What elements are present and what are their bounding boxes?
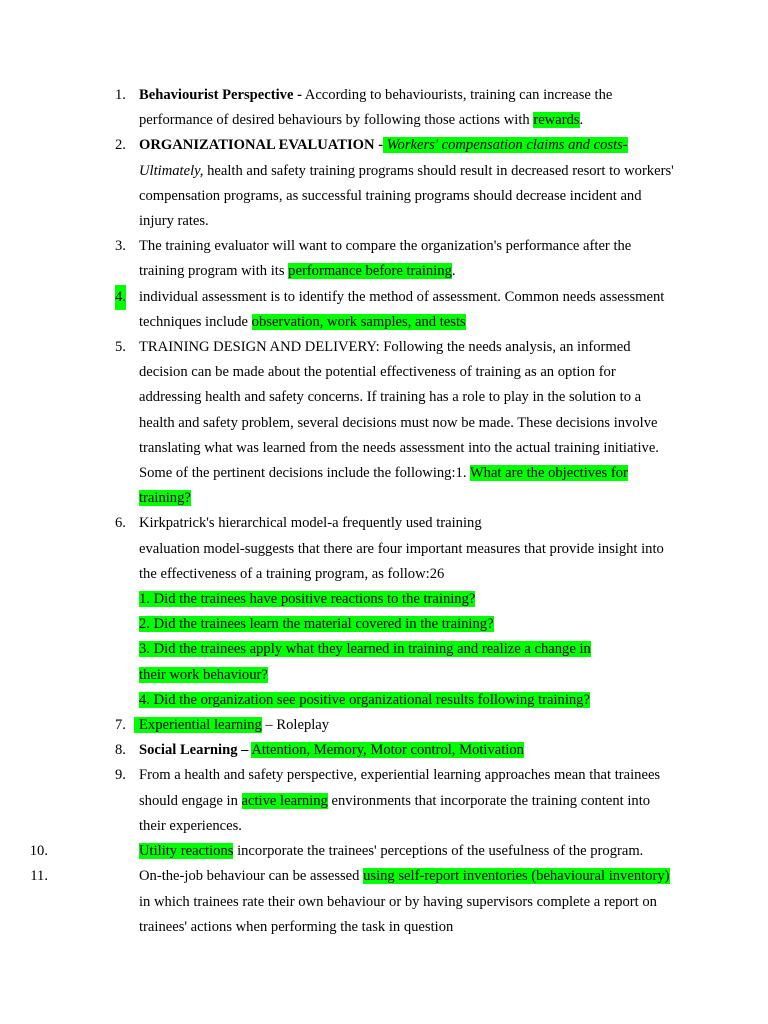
highlighted-text: using self-report inventories (behavioural inventory) [363, 868, 670, 885]
highlighted-text: observation, work samples, and tests [251, 313, 466, 330]
highlighted-italic-text: Workers' compensation claims and costs- [383, 137, 628, 154]
item-heading: Social Learning – [139, 742, 249, 759]
item-text: . [451, 263, 456, 280]
item-text: evaluation model-suggests that there are four important measures that provide insight into the effectiveness of a training program, as follow:26 [139, 540, 664, 582]
list-item [0, 738, 679, 763]
item-number: 6. [115, 515, 126, 532]
item-text: incorporate the trainees' perceptions of the usefulness of the program. [233, 843, 644, 860]
item-heading: ORGANIZATIONAL EVALUATION - [139, 137, 384, 154]
list-item [0, 335, 679, 511]
item-text: – Roleplay [261, 717, 330, 734]
question-4: 4. Did the organization see positive organizational results following training? [139, 691, 590, 708]
highlighted-text: Attention, Memory, Motor control, Motivation [251, 742, 524, 759]
list-item [0, 713, 679, 738]
item-text: health and safety training programs should result in decreased resort to workers' compensation programs, as successful training programs should decrease incident and injury rates. [139, 162, 674, 230]
list-item [0, 763, 679, 839]
item-number: 7. [115, 717, 126, 734]
highlighted-text: Utility reactions [139, 843, 234, 860]
question-3: 3. Did the trainees apply what they learned in training and realize a change in [139, 641, 591, 658]
question-1: 1. Did the trainees have positive reactions to the training? [139, 591, 476, 608]
item-number: 2. [115, 137, 126, 154]
list-item [0, 864, 679, 940]
item-text: The training evaluator will want to compare the organization's performance after the training program with its [139, 238, 632, 280]
item-number: 3. [115, 238, 126, 255]
item-number: 5. [115, 339, 126, 356]
list-item [0, 511, 679, 713]
highlighted-text: active learning [241, 792, 328, 809]
item-text: Kirkpatrick's hierarchical model-a frequently used training [139, 515, 482, 532]
question-2: 2. Did the trainees learn the material covered in the training? [139, 616, 494, 633]
item-number: 9. [115, 767, 126, 784]
list-item [0, 285, 679, 335]
item-text: environments that incorporate the training content into their experiences. [139, 792, 651, 834]
list-item [0, 133, 679, 234]
item-text: On-the-job behaviour can be assessed [139, 868, 364, 885]
item-number: 1. [115, 87, 126, 103]
item-text: individual assessment is to identify the method of assessment. Common needs assessment techniques include [139, 288, 665, 330]
item-number: 10. [29, 843, 48, 860]
item-text: From a health and safety perspective, experiential learning approaches mean that trainees should engage in [139, 767, 661, 809]
list-item [0, 234, 679, 284]
item-text: TRAINING DESIGN AND DELIVERY: Following the needs analysis, an informed decision can be made about the potential effectiveness of training as an option for addressing health and safety concerns. If training has a role to play in the solution to a health and safety problem, several decisions must now be made. These decisions involve translating what was learned from the needs assessment into the actual training initiative. Some of the pertinent decisions include the following:1. [139, 339, 659, 482]
item-text: According to behaviourists, training can increase the performance of desired behaviours by following those actions with [139, 87, 613, 129]
item-number: 4. [115, 285, 126, 310]
item-text: . [579, 112, 584, 129]
list-item [0, 839, 679, 864]
question-3-cont: their work behaviour? [139, 666, 268, 683]
numbered-list [0, 83, 768, 940]
highlighted-text: performance before training [288, 263, 452, 280]
item-text: in which trainees rate their own behaviour or by having supervisors complete a report on trainees' actions when performing the task in question [139, 893, 657, 935]
highlighted-text: rewards [533, 112, 580, 129]
item-number: 8. [115, 742, 126, 759]
item-heading: Behaviourist Perspective - [139, 87, 302, 103]
italic-text: Ultimately, [139, 162, 204, 179]
list-item [0, 83, 679, 133]
highlighted-text: Experiential learning [134, 717, 262, 733]
item-number: 11. [30, 868, 48, 885]
highlighted-text: What are the objectives for training? [139, 465, 628, 507]
